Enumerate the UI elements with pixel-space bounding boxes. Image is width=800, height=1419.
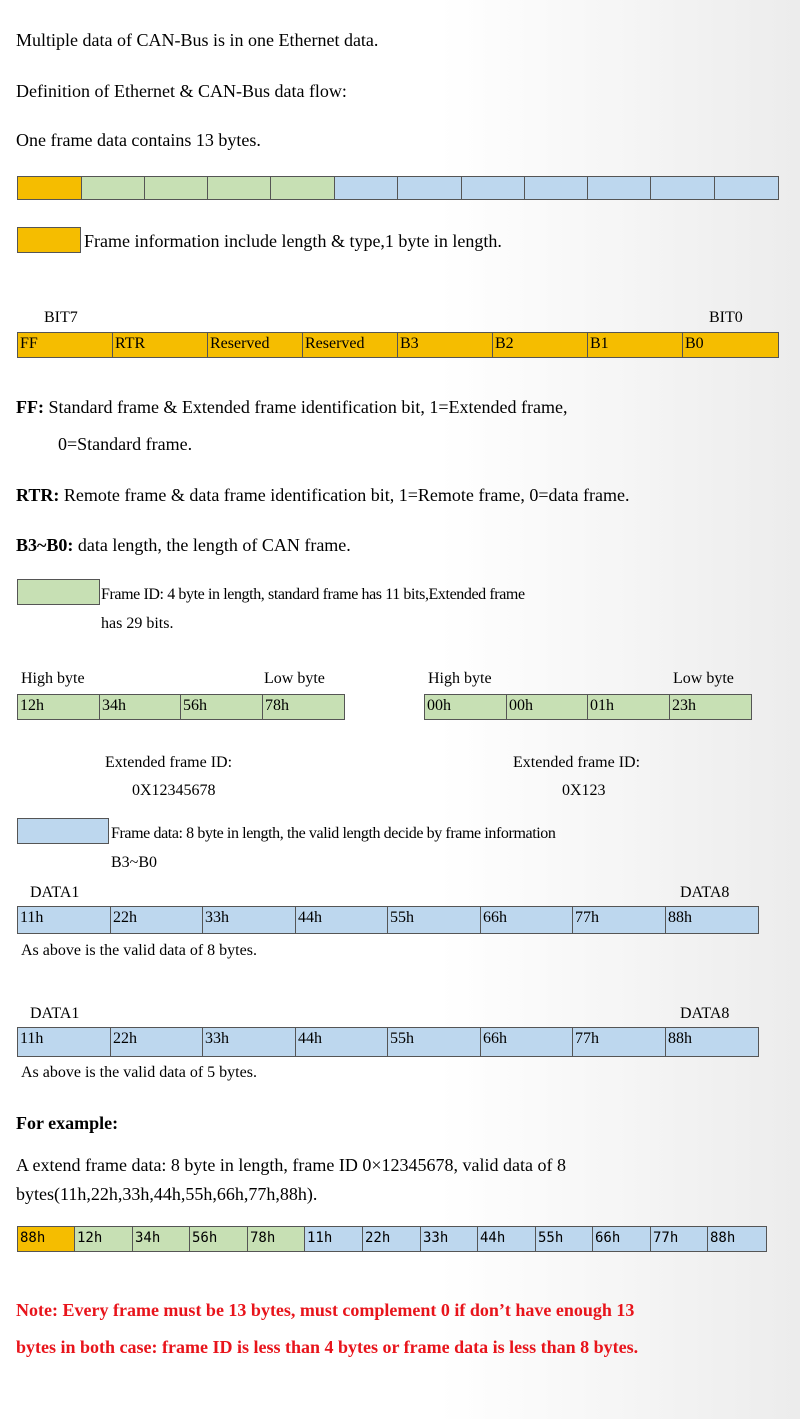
ff-term: FF: <box>16 397 44 417</box>
example-heading: For example: <box>16 1113 119 1133</box>
b-definition <box>16 534 351 556</box>
frame-id-cell: 01h <box>588 695 670 719</box>
data-cell: 44h <box>296 907 388 933</box>
example-byte-cell: 88h <box>18 1227 75 1251</box>
rtr-description: Remote frame & data frame identification bit, 1=Remote frame, 0=data frame. <box>63 485 630 505</box>
frame-data-legend-2: B3~B0 <box>111 854 157 871</box>
overview-cell-frame-data <box>335 177 398 199</box>
frame-id-left-low-label: Low byte <box>264 670 325 687</box>
data-table-2-last-label: DATA8 <box>680 1005 730 1022</box>
bit-cell: B1 <box>588 333 683 357</box>
note-line-2: bytes in both case: frame ID is less than 4 bytes or frame data is less than 8 bytes. <box>16 1337 639 1357</box>
example-byte-cell: 88h <box>708 1227 766 1251</box>
data-table-2-caption: As above is the valid data of 5 bytes. <box>21 1064 257 1081</box>
data-cell: 77h <box>573 1028 666 1056</box>
frame-id-right-low-label: Low byte <box>673 670 734 687</box>
bit-cell: RTR <box>113 333 208 357</box>
note-line-1: Note: Every frame must be 13 bytes, must complement 0 if don’t have enough 13 <box>16 1300 635 1320</box>
bit7-label: BIT7 <box>44 309 78 326</box>
intro-line-1: Multiple data of CAN-Bus is in one Ethernet data. <box>16 30 379 50</box>
frame-id-swatch <box>17 579 100 605</box>
overview-cell-frame-info <box>18 177 82 199</box>
data-cell: 66h <box>481 1028 573 1056</box>
example-byte-cell: 55h <box>536 1227 593 1251</box>
frame-id-left-caption-1: Extended frame ID: <box>105 754 233 771</box>
frame-info-legend: Frame information include length & type,1 byte in length. <box>84 231 502 251</box>
frame-id-legend-2: has 29 bits. <box>101 615 174 632</box>
example-desc-2: bytes(11h,22h,33h,44h,55h,66h,77h,88h). <box>16 1184 318 1204</box>
intro-line-3: One frame data contains 13 bytes. <box>16 130 261 150</box>
overview-cell-frame-id <box>82 177 145 199</box>
frame-id-cell: 00h <box>507 695 588 719</box>
example-desc-1: A extend frame data: 8 byte in length, frame ID 0×12345678, valid data of 8 <box>16 1155 566 1175</box>
frame-id-left-caption-2: 0X12345678 <box>132 782 216 799</box>
bit-cell: B3 <box>398 333 493 357</box>
data-cell: 11h <box>18 907 111 933</box>
bit-cell: FF <box>18 333 113 357</box>
example-byte-cell: 66h <box>593 1227 651 1251</box>
frame-id-cell: 34h <box>100 695 181 719</box>
bit-cell: Reserved <box>208 333 303 357</box>
overview-cell-frame-data <box>398 177 462 199</box>
data-cell: 77h <box>573 907 666 933</box>
overview-cell-frame-data <box>651 177 715 199</box>
data-cell: 33h <box>203 907 296 933</box>
frame-id-right-high-label: High byte <box>428 670 492 687</box>
example-byte-cell: 44h <box>478 1227 536 1251</box>
data-cell: 66h <box>481 907 573 933</box>
overview-cell-frame-data <box>715 177 778 199</box>
data-table-1-row <box>17 906 759 934</box>
rtr-term: RTR: <box>16 485 60 505</box>
frame-data-swatch <box>17 818 109 844</box>
overview-cell-frame-id <box>271 177 335 199</box>
frame-overview-bar <box>17 176 779 200</box>
frame-id-cell: 12h <box>18 695 100 719</box>
ff-definition <box>16 396 567 418</box>
data-table-1-last-label: DATA8 <box>680 884 730 901</box>
frame-id-cell: 23h <box>672 697 696 714</box>
overview-cell-frame-id <box>145 177 209 199</box>
data-cell: 11h <box>18 1028 111 1056</box>
b-term: B3~B0: <box>16 535 74 555</box>
bit-cell: B2 <box>493 333 588 357</box>
frame-id-left-high-label: High byte <box>21 670 85 687</box>
ff-description-2: 0=Standard frame. <box>58 434 193 454</box>
data-table-1-first-label: DATA1 <box>30 884 80 901</box>
frame-info-swatch <box>17 227 81 253</box>
frame-id-legend-1: Frame ID: 4 byte in length, standard frame has 11 bits,Extended frame <box>101 586 525 603</box>
data-cell: 22h <box>111 1028 203 1056</box>
data-cell: 88h <box>668 1030 692 1047</box>
overview-cell-frame-data <box>588 177 651 199</box>
overview-cell-frame-data <box>462 177 525 199</box>
data-cell: 22h <box>111 907 203 933</box>
example-byte-cell: 33h <box>421 1227 478 1251</box>
example-byte-cell: 78h <box>248 1227 305 1251</box>
frame-id-cell: 56h <box>181 695 263 719</box>
example-byte-cell: 11h <box>305 1227 363 1251</box>
example-byte-cell: 22h <box>363 1227 421 1251</box>
bit0-label: BIT0 <box>709 309 743 326</box>
frame-data-legend-1: Frame data: 8 byte in length, the valid length decide by frame information <box>111 825 556 842</box>
ff-description: Standard frame & Extended frame identification bit, 1=Extended frame, <box>48 397 568 417</box>
data-cell: 33h <box>203 1028 296 1056</box>
frame-id-cell: 78h <box>265 697 289 714</box>
data-cell: 44h <box>296 1028 388 1056</box>
frame-info-bit-row <box>17 332 779 358</box>
overview-cell-frame-data <box>525 177 589 199</box>
frame-id-right-row <box>424 694 752 720</box>
data-cell: 55h <box>388 907 481 933</box>
bit-cell: B0 <box>685 335 704 352</box>
intro-line-2: Definition of Ethernet & CAN-Bus data flow: <box>16 81 347 101</box>
frame-id-right-caption-1: Extended frame ID: <box>513 754 641 771</box>
rtr-definition <box>16 484 629 506</box>
data-table-2-first-label: DATA1 <box>30 1005 80 1022</box>
overview-cell-frame-id <box>208 177 271 199</box>
example-byte-cell: 56h <box>190 1227 248 1251</box>
bit-cell: Reserved <box>303 333 398 357</box>
example-byte-cell: 77h <box>651 1227 708 1251</box>
frame-id-left-row <box>17 694 345 720</box>
data-cell: 88h <box>668 909 692 926</box>
example-byte-cell: 34h <box>133 1227 190 1251</box>
example-byte-cell: 12h <box>75 1227 133 1251</box>
data-table-2-row <box>17 1027 759 1057</box>
frame-id-right-caption-2: 0X123 <box>562 782 606 799</box>
data-cell: 55h <box>388 1028 481 1056</box>
frame-id-cell: 00h <box>425 695 507 719</box>
example-frame-row <box>17 1226 767 1252</box>
b-description: data length, the length of CAN frame. <box>77 535 351 555</box>
data-table-1-caption: As above is the valid data of 8 bytes. <box>21 942 257 959</box>
